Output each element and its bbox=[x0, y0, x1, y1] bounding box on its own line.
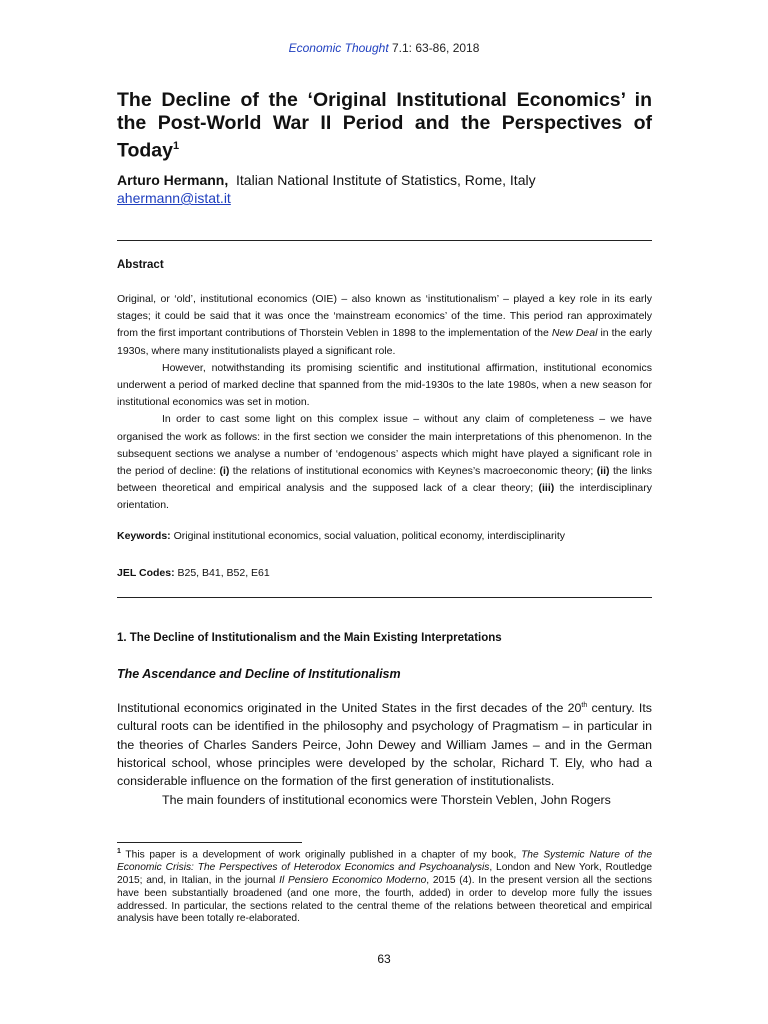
section-heading: 1. The Decline of Institutionalism and the Main Existing Interpretations bbox=[117, 632, 502, 644]
divider-bottom bbox=[117, 597, 652, 598]
abstract-p1-italic: New Deal bbox=[551, 327, 598, 340]
abstract-p1-text: Original, or ‘old’, institutional economics (OIE) – also known as ‘institutionalism’ – played a key role in its early stages; it could be said that it was once the ‘mainstream economics’ of the time. This period ran approximately from the first important contributions of Thorstein Veblen in 1898 to the implementation of the bbox=[117, 293, 652, 340]
body-paragraph-1 bbox=[117, 697, 652, 791]
footnote-text: This paper is a development of work originally published in a chapter of my book, bbox=[120, 849, 522, 861]
subsection-heading: The Ascendance and Decline of Institutionalism bbox=[117, 667, 401, 681]
abstract-paragraph-1 bbox=[117, 291, 652, 360]
divider-top bbox=[117, 240, 652, 241]
paper-title-text: The Decline of the ‘Original Institutional Economics’ in the Post-World War II Period and the Perspectives of Today bbox=[117, 89, 652, 162]
abstract-marker-iii: (iii) bbox=[538, 482, 555, 495]
footnote-mark: 1 bbox=[117, 848, 121, 855]
body-p1-text-end: century. Its cultural roots can be identified in the philosophy and psychology of Pragmatism – in particular in the theories of Charles Sanders Peirce, John Dewey and William James – and in the German historical school, whose principles were developed by the scholar, Richard T. Ely, who had a considerable influence on the formation of the first generation of institutionalists. bbox=[117, 701, 653, 789]
title-footnote-mark[interactable]: 1 bbox=[172, 140, 180, 152]
page-number: 63 bbox=[377, 952, 391, 966]
footnote-divider bbox=[117, 842, 302, 843]
author-name: Arturo Hermann, bbox=[117, 172, 229, 188]
keywords-value: Original institutional economics, social valuation, political economy, interdisciplinarity bbox=[170, 530, 566, 542]
abstract-p1-text-end: in the early 1930s, where many institutionalists played a significant role. bbox=[117, 327, 652, 357]
abstract-paragraph-2: However, notwithstanding its promising scientific and institutional affirmation, institutional economics underwent a period of marked decline that spanned from the mid-1930s to the late 1980s, when a new season for institutional economics was set in motion. bbox=[117, 361, 652, 409]
abstract-marker-ii: (ii) bbox=[596, 465, 610, 478]
keywords-line bbox=[117, 530, 657, 542]
paper-title bbox=[117, 89, 652, 163]
abstract-text bbox=[117, 291, 652, 515]
body-p1-text: Institutional economics originated in the United States in the first decades of the 20 bbox=[117, 701, 582, 716]
jel-value: B25, B41, B52, E61 bbox=[174, 567, 270, 579]
author-block bbox=[117, 171, 657, 207]
abstract-p3-text-b: the relations of institutional economics with Keynes’s macroeconomic theory; bbox=[229, 465, 597, 478]
abstract-heading: Abstract bbox=[117, 259, 164, 271]
keywords-label: Keywords: bbox=[117, 530, 171, 542]
body-paragraph-2: The main founders of institutional economics were Thorstein Veblen, John Rogers bbox=[162, 792, 611, 807]
author-affiliation: Italian National Institute of Statistics, Rome, Italy bbox=[236, 172, 536, 188]
footnote-text-b: , London and New York, Routledge 2015; and, in Italian, in the journal bbox=[117, 862, 652, 886]
abstract-p3-text: In order to cast some light on this complex issue – without any claim of completeness – we have organised the work as follows: in the first section we consider the main interpretations of this phenomenon. In the subsequent sections we analyse a number of ‘endogenous’ aspects which might have played a significant role in the period of decline: bbox=[117, 413, 652, 478]
abstract-paragraph-3 bbox=[117, 411, 652, 514]
footnote-text-c: , 2015 (4). In the present version all the sections have been substantially broadened (and one more, the fourth, added) in order to develop more fully the issues addressed. In particular, the sections related to the central theme of the relations between theoretical and empirical analysis have been totally re-elaborated. bbox=[117, 874, 652, 925]
abstract-p3-text-d: the interdisciplinary orientation. bbox=[117, 482, 652, 512]
footnote bbox=[117, 846, 652, 926]
abstract-marker-i: (i) bbox=[219, 465, 230, 478]
abstract-p3-text-c: the links between theoretical and empirical analysis and the supposed lack of a clear theory; bbox=[117, 465, 653, 495]
body-p1-superscript: th bbox=[581, 702, 588, 709]
jel-codes-line bbox=[117, 567, 270, 579]
journal-header bbox=[0, 41, 768, 55]
author-email-link[interactable]: ahermann@istat.it bbox=[117, 190, 231, 206]
journal-name: Economic Thought bbox=[288, 41, 389, 55]
body-text bbox=[117, 697, 652, 809]
journal-details: 7.1: 63-86, 2018 bbox=[388, 41, 480, 55]
footnote-book-title: The Systemic Nature of the Economic Crisis: The Perspectives of Heterodox Economics and Psychoanalysis bbox=[117, 849, 652, 874]
jel-label: JEL Codes: bbox=[117, 567, 175, 579]
footnote-journal-title: Il Pensiero Economico Moderno bbox=[279, 874, 427, 886]
